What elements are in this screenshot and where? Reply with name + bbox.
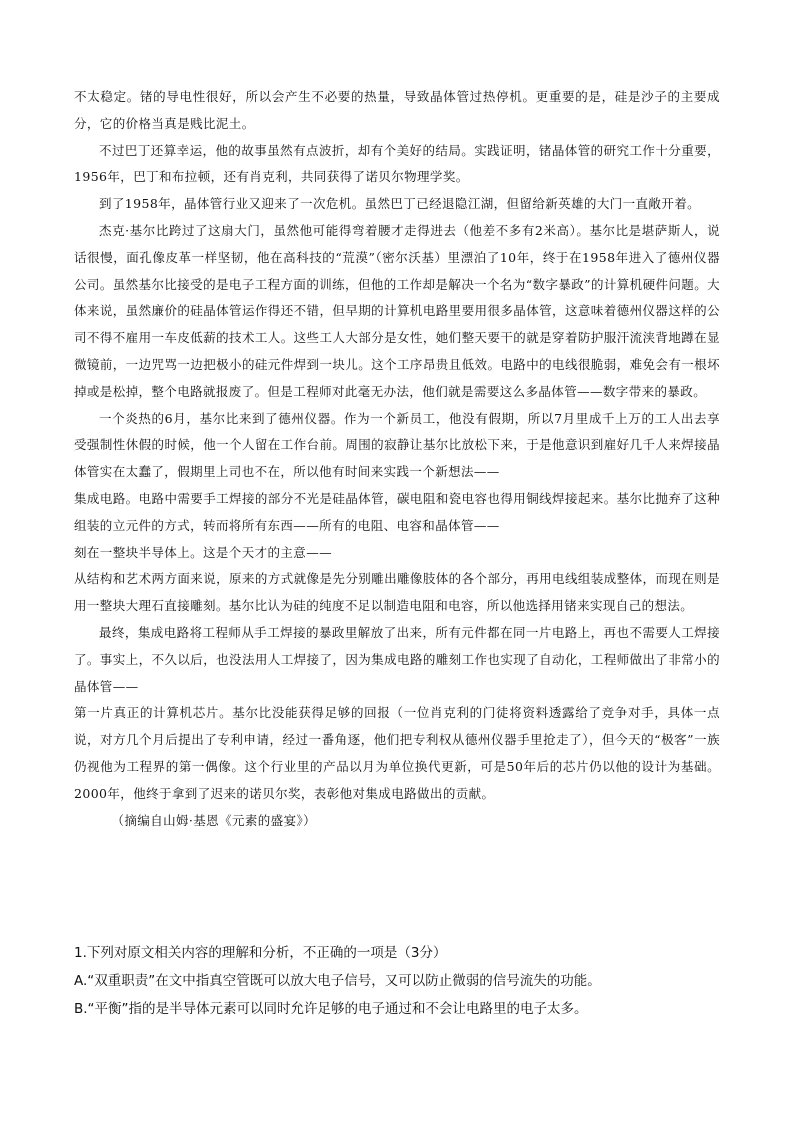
- paragraph-4: 杰克·基尔比跨过了这扇大门，虽然他可能得弯着腰才走得进去（他差不多有2米高）。基尔比是堪萨斯人，说话很慢，面孔像皮革一样坚韧，他在高科技的“荒漠”（密尔沃基）里漂泊了10年，终于在1958年进入了德州仪器公司。虽然基尔比接受的是电子工程方面的训练，但他的工作却是解决一个名为“数字暴政”的计算机硬件问题。大体来说，虽然廉价的硅晶体管运作得还不错，但早期的计算机电路里要用很多晶体管，这意味着德州仪器这样的公司不得不雇用一车皮低薪的技术工人。这些工人大部分是女性，她们整天要干的就是穿着防护服汗流浃背地蹲在显微镜前，一边咒骂一边把极小的硅元件焊到一块儿。这个工序昂贵且低效。电路中的电线很脆弱，难免会有一根坏掉或是松掉，整个电路就报废了。但是工程师对此毫无办法，他们就是需要这么多晶体管——数字带来的暴政。: [74, 222, 720, 399]
- passage-body: [74, 84, 720, 834]
- question-1-stem: 1.下列对原文相关内容的理解和分析，不正确的一项是（3分）: [74, 945, 447, 961]
- paragraph-9: 最终，集成电路将工程师从手工焊接的暴政里解放了出来，所有元件都在同一片电路上，再也不需要人工焊接了。事实上，不久以后，也没法用人工焊接了，因为集成电路的雕刻工作也实现了自动化，工程师做出了非常小的晶体管——: [74, 624, 720, 694]
- question-1-option-b: B.“平衡”指的是半导体元素可以同时允许足够的电子通过和不会让电路里的电子太多。: [74, 1001, 588, 1017]
- question-section: [74, 939, 734, 1023]
- paragraph-2: 不过巴丁还算幸运，他的故事虽然有点波折，却有个美好的结局。实践证明，锗晶体管的研究工作十分重要，1956年，巴丁和布拉顿，还有肖克利，共同获得了诺贝尔物理学奖。: [74, 142, 720, 185]
- paragraph-7: 刻在一整块半导体上。这是个天才的主意——: [74, 544, 333, 560]
- paragraph-3: 到了1958年，晶体管行业又迎来了一次危机。虽然巴丁已经退隐江湖，但留给新英雄的大门一直敞开着。: [99, 196, 701, 212]
- paragraph-5: 一个炎热的6月，基尔比来到了德州仪器。作为一个新员工，他没有假期，所以7月里成千上万的工人出去享受强制性休假的时候，他一个人留在工作台前。周围的寂静让基尔比放松下来，于是他意识到雇好几千人来焊接晶体管实在太蠢了，假期里上司也不在，所以他有时间来实践一个新想法——: [74, 410, 720, 480]
- source-citation: （摘编自山姆·基恩《元素的盛宴》）: [111, 812, 317, 828]
- paragraph-10: 第一片真正的计算机芯片。基尔比没能获得足够的回报（一位肖克利的门徒将资料透露给了竞争对手，具体一点说，对方几个月后提出了专利申请，经过一番角逐，他们把专利权从德州仪器手里抢走了），但今天的“极客”一族仍视他为工程界的第一偶像。这个行业里的产品以月为单位换代更新，可是50年后的芯片仍以他的设计为基础。2000年，他终于拿到了迟来的诺贝尔奖，表彰他对集成电路做出的贡献。: [74, 705, 720, 801]
- question-1-option-a: A.“双重职责”在文中指真空管既可以放大电子信号，又可以防止微弱的信号流失的功能。: [74, 973, 601, 989]
- paragraph-6: 集成电路。电路中需要手工焊接的部分不光是硅晶体管，碳电阻和瓷电容也得用铜线焊接起来。基尔比抛弃了这种组装的立元件的方式，转而将所有东西——所有的电阻、电容和晶体管——: [74, 490, 720, 533]
- paragraph-1: 不太稳定。锗的导电性很好，所以会产生不必要的热量，导致晶体管过热停机。更重要的是，硅是沙子的主要成分，它的价格当真是贱比泥土。: [74, 89, 720, 131]
- paragraph-8: 从结构和艺术两方面来说，原来的方式就像是先分别雕出雕像肢体的各个部分，再用电线组装成整体，而现在则是用一整块大理石直接雕刻。基尔比认为硅的纯度不足以制造电阻和电容，所以他选择用锗来实现自己的想法。: [74, 571, 720, 614]
